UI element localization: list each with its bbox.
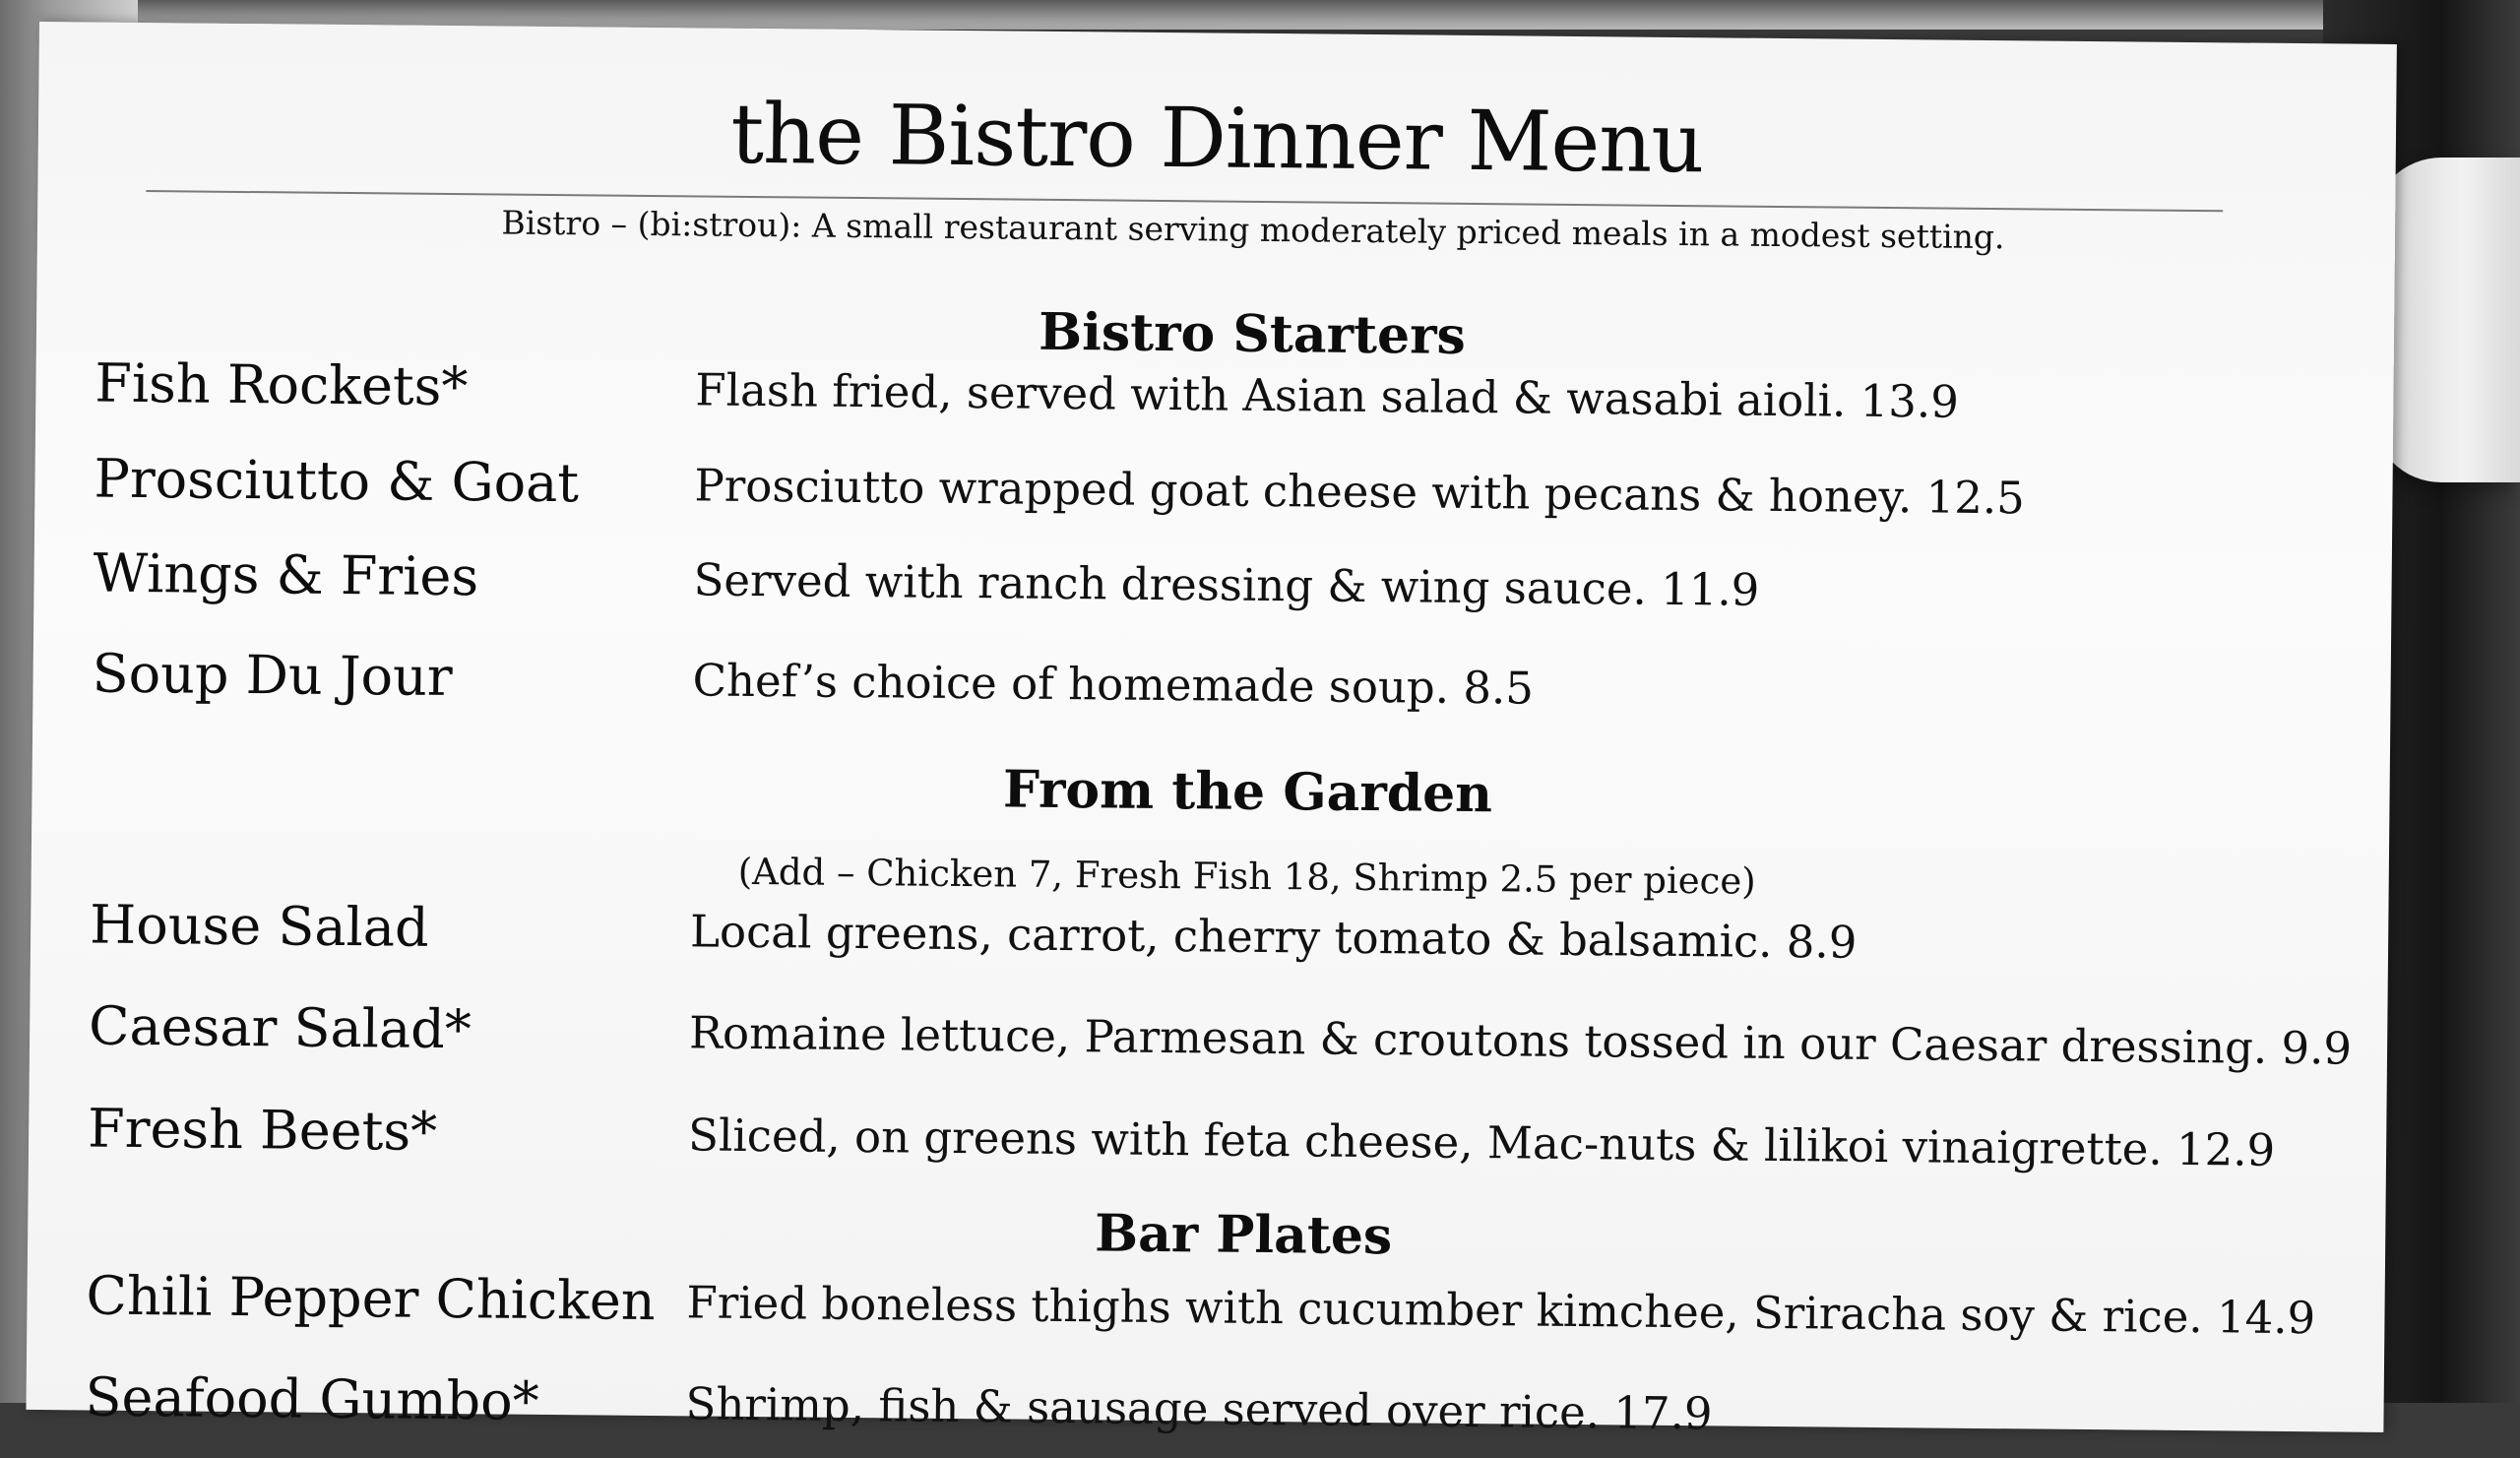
item-name: Wings & Fries — [93, 541, 479, 608]
item-name: Chili Pepper Chicken — [86, 1264, 656, 1333]
menu-item — [33, 541, 2456, 634]
item-name: Seafood Gumbo* — [85, 1365, 539, 1432]
menu-item — [26, 1365, 2448, 1458]
menu-sheet — [26, 22, 2396, 1440]
garden-addons-note: (Add – Chicken 7, Fresh Fish 18, Shrimp 2.5 per piece) — [737, 850, 1756, 903]
item-description: Prosciutto wrapped goat cheese with pecans & honey. 12.5 — [694, 459, 2026, 525]
item-description: Romaine lettuce, Parmesan & croutons tossed in our Caesar dressing. 9.9 — [688, 1006, 2353, 1075]
item-name: House Salad — [89, 893, 429, 959]
item-name: Soup Du Jour — [92, 642, 453, 709]
item-name: Prosciutto & Goat — [94, 447, 580, 515]
bistro-definition: Bistro – (bi:strou): A small restaurant serving moderately priced meals in a modest setting. — [501, 203, 2005, 257]
item-description: Served with ranch dressing & wing sauce. 11.9 — [693, 553, 1760, 616]
item-description: Sliced, on greens with feta cheese, Mac-nuts & lilikoi vinaigrette. 12.9 — [687, 1109, 2276, 1176]
item-name: Caesar Salad* — [88, 994, 472, 1061]
section-heading-garden: From the Garden — [1002, 759, 1493, 825]
menu-title: the Bistro Dinner Menu — [729, 85, 1704, 192]
item-description: Chef’s choice of homemade soup. 8.5 — [692, 654, 1535, 715]
menu-item — [34, 447, 2457, 539]
item-description: Flash fried, served with Asian salad & wasabi aioli. 13.9 — [695, 363, 1960, 428]
menu-item — [32, 642, 2455, 734]
item-description: Shrimp, fish & sausage served over rice. 17.9 — [685, 1377, 1713, 1440]
menu-item — [27, 1264, 2449, 1357]
menu-item — [30, 994, 2452, 1087]
item-name: Fresh Beets* — [87, 1097, 438, 1163]
menu-item — [31, 893, 2453, 985]
item-description: Local greens, carrot, cherry tomato & balsamic. 8.9 — [689, 905, 1858, 969]
menu-item — [29, 1097, 2451, 1189]
item-description: Fried boneless thighs with cucumber kimchee, Sriracha soy & rice. 14.9 — [686, 1276, 2316, 1345]
section-heading-bar-plates: Bar Plates — [1094, 1203, 1393, 1267]
item-name: Fish Rockets* — [94, 351, 469, 418]
section-heading-starters: Bistro Starters — [1038, 301, 1467, 366]
